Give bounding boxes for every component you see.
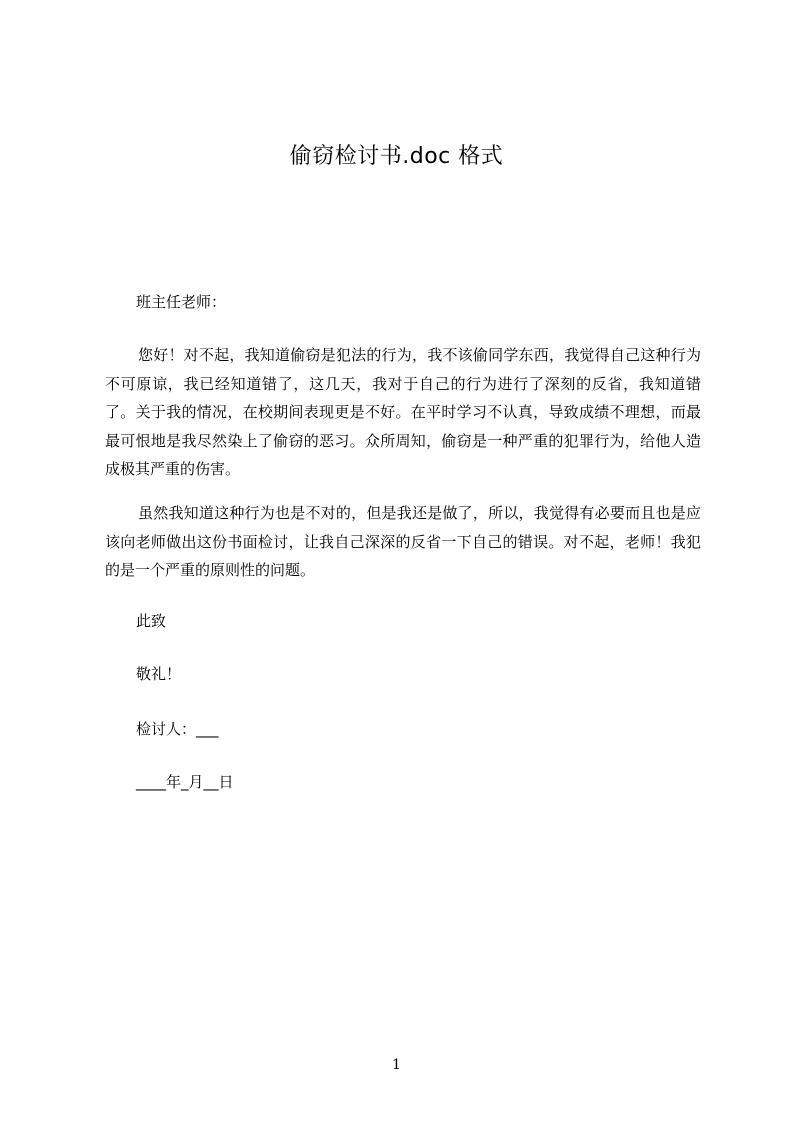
paragraph-2: 虽然我知道这种行为也是不对的，但是我还是做了，所以，我觉得有必要而且也是应该向老师做出这份书面检讨，让我自己深深的反省一下自己的错误。对不起，老师！我犯的是一个严重的原则性的问题。 <box>105 504 701 579</box>
signature-line: 检讨人：___ <box>136 720 219 738</box>
document-title: 偷窃检讨书.doc 格式 <box>289 144 504 169</box>
regards-text: 敬礼！ <box>136 665 182 683</box>
paragraph-1: 您好！对不起，我知道偷窃是犯法的行为，我不该偷同学东西，我觉得自己这种行为不可原谅，我已经知道错了，这几天，我对于自己的行为进行了深刻的反省，我知道错了。关于我的情况，在校期间表现更是不好。在平时学习不认真，导致成绩不理想，而最最可恨地是我尽然染上了偷窃的恶习。众所周知，偷窃是一种严重的犯罪行为，给他人造成极其严重的伤害。 <box>105 346 701 478</box>
page-number: 1 <box>392 1057 401 1073</box>
date-line: ____年_月__日 <box>136 773 234 791</box>
salutation: 班主任老师： <box>136 293 227 311</box>
closing-text: 此致 <box>136 612 167 630</box>
